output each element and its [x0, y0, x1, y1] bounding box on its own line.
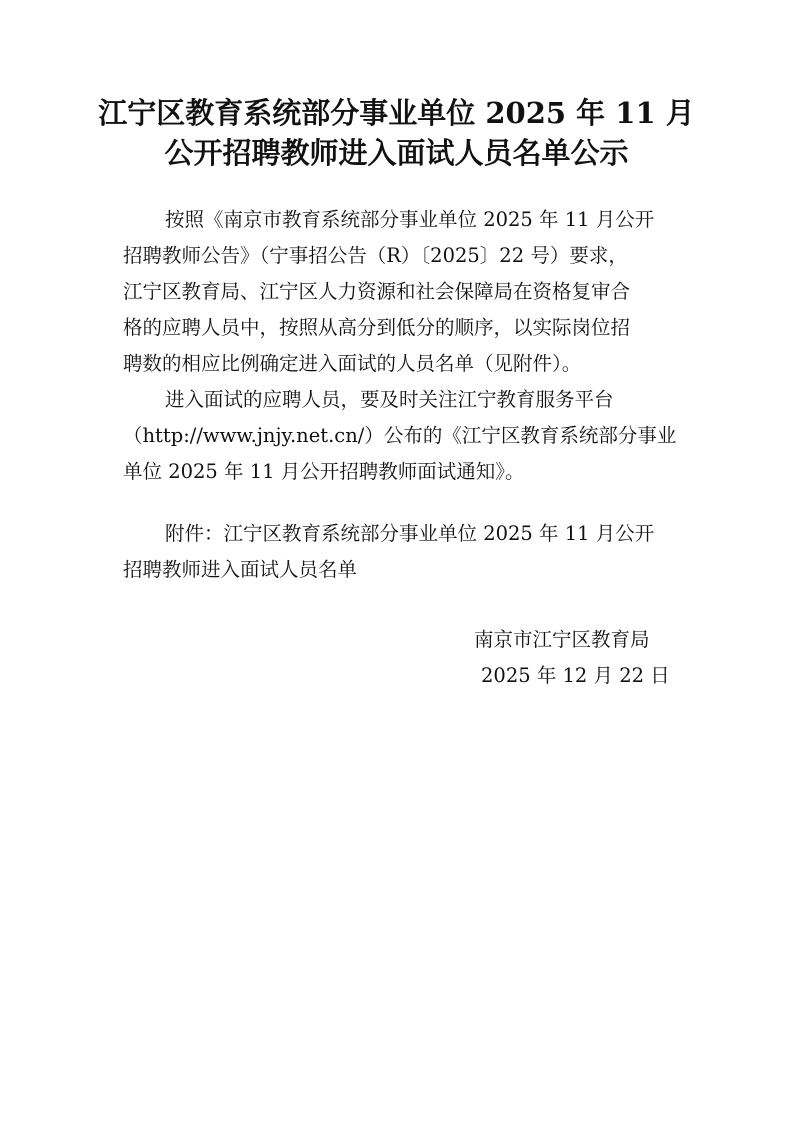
- paragraph-2-line-3: 单位 2025 年 11 月公开招聘教师面试通知》。: [123, 460, 525, 483]
- document-title-line-2: 公开招聘教师进入面试人员名单公示: [164, 136, 629, 170]
- paragraph-1-line-5: 聘数的相应比例确定进入面试的人员名单（见附件）。: [123, 352, 582, 375]
- paragraph-1-line-2: 招聘教师公告》（宁事招公告（R）〔2025〕22 号）要求，: [123, 244, 628, 267]
- paragraph-2-line-2: （http://www.jnjy.net.cn/）公布的《江宁区教育系统部分事业: [123, 424, 677, 447]
- signature-date: 2025 年 12 月 22 日: [481, 664, 670, 687]
- paragraph-1-line-4: 格的应聘人员中，按照从高分到低分的顺序，以实际岗位招: [123, 316, 631, 339]
- signature-organization: 南京市江宁区教育局: [474, 628, 650, 651]
- paragraph-1-line-3: 江宁区教育局、江宁区人力资源和社会保障局在资格复审合: [123, 280, 631, 303]
- document-title-line-1: 江宁区教育系统部分事业单位 2025 年 11 月: [98, 96, 695, 130]
- paragraph-2-line-1: 进入面试的应聘人员，要及时关注江宁教育服务平台: [165, 388, 614, 411]
- attachment-line-1: 附件：江宁区教育系统部分事业单位 2025 年 11 月公开: [165, 522, 655, 545]
- attachment-line-2: 招聘教师进入面试人员名单: [123, 558, 358, 581]
- paragraph-1-line-1: 按照《南京市教育系统部分事业单位 2025 年 11 月公开: [165, 208, 655, 231]
